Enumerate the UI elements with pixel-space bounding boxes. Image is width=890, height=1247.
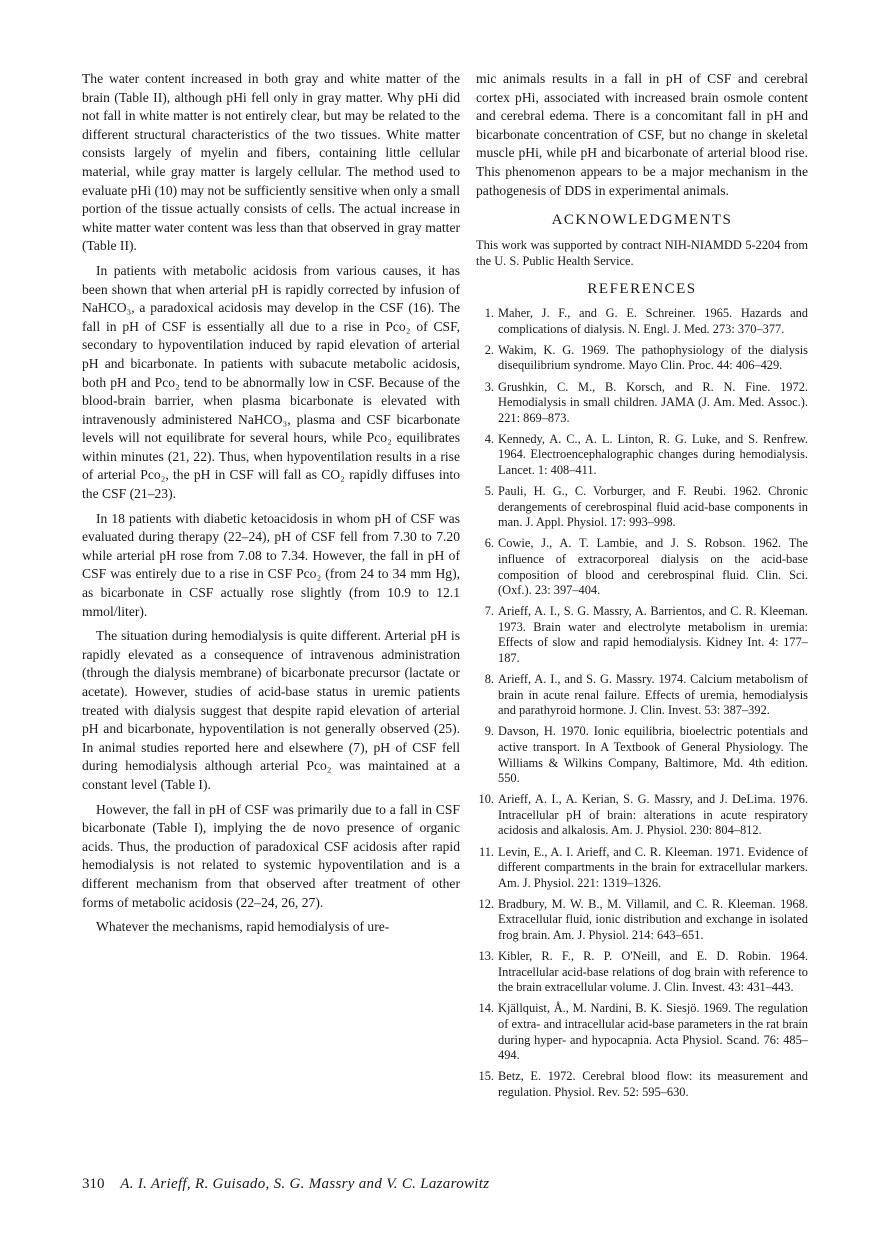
page-footer — [82, 1176, 812, 1193]
reference-item: 14. Kjällquist, Å., M. Nardini, B. K. Siesjö. 1969. The regulation of extra- and intracellular acid-base parameters in the rat brain during hyper- and hypocapnia. Acta Physiol. Scand. 76: 485–494. — [478, 1001, 808, 1063]
acknowledgments-heading: ACKNOWLEDGMENTS — [551, 212, 733, 229]
reference-item: 12. Bradbury, M. W. B., M. Villamil, and C. R. Kleeman. 1968. Extracellular fluid, ionic distribution and exchange in isolated frog brain. Am. J. Physiol. 214: 643–651. — [478, 896, 808, 943]
references-heading: REFERENCES — [587, 281, 697, 298]
reference-item: 3. Grushkin, C. M., B. Korsch, and R. N. Fine. 1972. Hemodialysis in small children. JAMA (J. Am. Med. Assoc.). 221: 869–873. — [484, 379, 808, 425]
paragraph-metabolic-acidosis: In patients with metabolic acidosis from various causes, it has been shown that when arterial pH is rapidly corrected by infusion of NaHCO₃, a paradoxical acidosis may develop in the CSF (16). The fall in pH of CSF is essentially all due to a rise in Pco₂ of CSF, secondary to hypoventilation induced by rapid elevation of arterial pH and bicarbonate. In patients with subacute metabolic acidosis, both pH and Pco₂ tend to be abnormally low in CSF. Because of the blood-brain barrier, when plasma bicarbonate is elevated with intravenously administered NaHCO₃, plasma and CSF bicarbonate levels will not equilibrate for several hours, while Pco₂ equilibrates within minutes (21, 22). Thus, when hypoventilation results in a rise of arterial Pco₂, the pH in CSF will fall as CO₂ rapidly diffuses into the CSF (21–23). — [82, 262, 460, 502]
reference-item: 4. Kennedy, A. C., A. L. Linton, R. G. Luke, and S. Renfrew. 1964. Electroencephalographic changes during hemodialysis. Lancet. 1: 408–411. — [484, 431, 808, 477]
reference-item: 6. Cowie, J., A. T. Lambie, and J. S. Robson. 1962. The influence of extracorporeal dialysis on the acid-base composition of blood and cerebrospinal fluid. Clin. Sci. (Oxf.). 23: 397–404. — [484, 536, 808, 598]
paragraph-conclusion-start: Whatever the mechanisms, rapid hemodialysis of ure- — [96, 919, 390, 935]
paragraph-hemodialysis: The situation during hemodialysis is quite different. Arterial pH is rapidly elevated as a consequence of intravenous administration (through the dialysis membrane) of bicarbonate precursor (lactate or acetate). However, studies of acid-base status in uremic patients treated with dialysis suggest that despite rapid elevation of arterial pH and bicarbonate, hypoventilation is not generally observed (25). In animal studies reported here and elsewhere (7), pH of CSF fell during hemodialysis although arterial Pco₂ was maintained at a constant level (Table I). — [82, 628, 460, 792]
left-column — [82, 70, 460, 943]
running-authors: A. I. Arieff, R. Guisado, S. G. Massry and V. C. Lazarowitz — [120, 1176, 490, 1192]
page-number: 310 — [82, 1176, 105, 1192]
paragraph-csf-bicarbonate: However, the fall in pH of CSF was primarily due to a fall in CSF bicarbonate (Table I), implying the de novo presence of organic acids. Thus, the production of paradoxical CSF acidosis after rapid hemodialysis is not related to systemic hypoventilation and is a different mechanism from that observed after treatment of other forms of metabolic acidosis (22–24, 26, 27). — [82, 801, 460, 910]
paragraph-conclusion-continued: mic animals results in a fall in pH of CSF and cerebral cortex pHi, associated with increased brain osmole content and cerebral edema. There is a concomitant fall in pH and bicarbonate concentration of CSF, but no change in skeletal muscle pHi, while pH and bicarbonate of arterial blood rise. This phenomenon appears to be a major mechanism in the pathogenesis of DDS in experimental animals. — [476, 71, 808, 198]
reference-item: 10. Arieff, A. I., A. Kerian, S. G. Massry, and J. DeLima. 1976. Intracellular pH of brain: alterations in acute respiratory acidosis and alkalosis. Am. J. Physiol. 230: 804–812. — [478, 792, 808, 838]
paragraph-white-matter: The water content increased in both gray and white matter of the brain (Table II), although pHi fell only in gray matter. Why pHi did not fall in white matter is not entirely clear, but may be related to the different structural characteristics of the two tissues. White matter consists largely of myelin and fibers, containing little cellular material, while gray matter is largely cellular. The method used to evaluate pHi (10) may not be sufficiently sensitive when only a small portion of the tissue actually consists of cells. The actual increase in white matter water content was less than that observed in gray matter (Table II). — [82, 71, 460, 254]
reference-item: 1. Maher, J. F., and G. E. Schreiner. 1965. Hazards and complications of dialysis. N. Engl. J. Med. 273: 370–377. — [484, 306, 808, 336]
reference-item: 8. Arieff, A. I., and S. G. Massry. 1974. Calcium metabolism of brain in acute renal failure. Effects of uremia, hemodialysis and parathyroid hormone. J. Clin. Invest. 53: 387–392. — [484, 672, 808, 718]
reference-item: 2. Wakim, K. G. 1969. The pathophysiology of the dialysis disequilibrium syndrome. Mayo Clin. Proc. 44: 406–429. — [484, 342, 808, 373]
paragraph-diabetic-ketoacidosis: In 18 patients with diabetic ketoacidosis in whom pH of CSF was evaluated during therapy (22–24), pH of CSF fell from 7.30 to 7.20 while arterial pH rose from 7.08 to 7.34. However, the fall in pH of CSF was entirely due to a rise in CSF Pco₂ (from 24 to 34 mm Hg), as bicarbonate in CSF actually rose slightly (from 10.9 to 12.1 mmol/liter). — [82, 510, 460, 619]
reference-item: 9. Davson, H. 1970. Ionic equilibria, bioelectric potentials and active transport. In A Textbook of General Physiology. The Williams & Wilkins Company, Baltimore, Md. 4th edition. 550. — [484, 724, 808, 786]
reference-item: 13. Kibler, R. F., R. P. O'Neill, and E. D. Robin. 1964. Intracellular acid-base relations of dog brain with reference to the brain extracellular volume. J. Clin. Invest. 43: 431–443. — [478, 949, 808, 995]
reference-item: 5. Pauli, H. G., C. Vorburger, and F. Reubi. 1962. Chronic derangements of cerebrospinal fluid acid-base components in man. J. Appl. Physiol. 17: 993–998. — [484, 484, 808, 530]
reference-item: 15. Betz, E. 1972. Cerebral blood flow: its measurement and regulation. Physiol. Rev. 52: 595–630. — [478, 1069, 808, 1099]
reference-item: 7. Arieff, A. I., S. G. Massry, A. Barrientos, and C. R. Kleeman. 1973. Brain water and electrolyte metabolism in uremia: Effects of slow and rapid hemodialysis. Kidney Int. 4: 177–187. — [484, 604, 808, 666]
acknowledgments-text: This work was supported by contract NIH-NIAMDD 5-2204 from the U. S. Public Health Service. — [476, 238, 808, 269]
right-column — [476, 70, 808, 1106]
reference-list — [476, 306, 808, 1100]
reference-item: 11. Levin, E., A. I. Arieff, and C. R. Kleeman. 1971. Evidence of different compartments in the brain for extracellular markers. Am. J. Physiol. 221: 1319–1326. — [478, 844, 808, 890]
